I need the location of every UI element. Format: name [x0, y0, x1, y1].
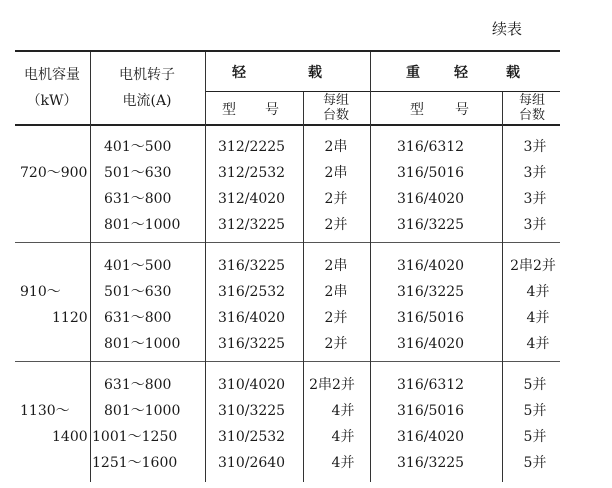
row-current: 1251～1600	[92, 455, 178, 471]
row-light-count: 2并	[324, 217, 348, 233]
row-light-model: 312/4020	[218, 191, 286, 207]
header-bottom-rule	[15, 124, 560, 126]
col-divider-capacity	[90, 52, 91, 482]
subheader-heavy-model-char2: 号	[455, 102, 469, 118]
row-current: 801～1000	[104, 336, 181, 352]
row-heavy-model: 316/3225	[397, 455, 465, 471]
row-light-model: 310/4020	[218, 377, 286, 393]
group-divider-1	[15, 242, 560, 243]
row-light-count: 4并	[331, 429, 355, 445]
row-heavy-count: 4并	[526, 336, 550, 352]
row-heavy-count: 4并	[526, 284, 550, 300]
row-light-model: 312/3225	[218, 217, 286, 233]
row-heavy-count: 5并	[523, 455, 547, 471]
subheader-heavy-count-line1: 每组	[518, 93, 546, 108]
subheader-heavy-model-char1: 型	[410, 102, 424, 118]
row-heavy-count: 3并	[523, 217, 547, 233]
row-current: 631～800	[104, 191, 172, 207]
row-current: 401～500	[104, 139, 172, 155]
header-heavy-char3: 载	[506, 65, 520, 81]
subheader-light-count-line1: 每组	[322, 93, 350, 108]
row-current: 501～630	[104, 284, 172, 300]
row-heavy-count: 3并	[523, 165, 547, 181]
row-heavy-model: 316/5016	[397, 310, 465, 326]
row-heavy-model: 316/3225	[397, 217, 465, 233]
col-divider-light-count	[303, 92, 304, 482]
col-divider-heavy-count	[502, 92, 503, 482]
row-heavy-model: 316/4020	[397, 336, 465, 352]
header-light-char1: 轻	[232, 65, 246, 81]
row-current: 801～1000	[104, 217, 181, 233]
row-light-model: 312/2225	[218, 139, 286, 155]
row-light-count: 2并	[324, 310, 348, 326]
group-divider-2	[15, 361, 560, 362]
row-heavy-count: 4并	[526, 310, 550, 326]
header-mid-rule	[205, 91, 560, 92]
subheader-heavy-count-line2: 台数	[518, 108, 546, 123]
row-current: 1001～1250	[92, 429, 178, 445]
row-heavy-model: 316/4020	[397, 258, 465, 274]
row-heavy-model: 316/5016	[397, 403, 465, 419]
row-light-count: 4并	[331, 455, 355, 471]
row-current: 631～800	[104, 310, 172, 326]
row-current: 631～800	[104, 377, 172, 393]
row-light-count: 2串	[324, 165, 348, 181]
row-heavy-count: 3并	[523, 139, 547, 155]
table-caption: 续表	[492, 20, 523, 38]
header-current-line2: 电流(A)	[122, 93, 172, 109]
col-divider-heavy	[370, 52, 371, 482]
row-heavy-model: 316/5016	[397, 165, 465, 181]
row-light-count: 2串2并	[309, 377, 355, 393]
row-heavy-model: 316/3225	[397, 284, 465, 300]
subheader-light-model-char1: 型	[222, 102, 236, 118]
row-light-model: 316/4020	[218, 310, 286, 326]
group-3-capacity-line1: 1130～	[20, 403, 70, 419]
group-2-capacity-line2: 1120	[52, 310, 88, 326]
subheader-light-model-char2: 号	[265, 102, 279, 118]
row-light-model: 316/2532	[218, 284, 286, 300]
row-heavy-model: 316/6312	[397, 377, 465, 393]
row-light-model: 316/3225	[218, 258, 286, 274]
row-heavy-count: 3并	[523, 191, 547, 207]
row-current: 501～630	[104, 165, 172, 181]
header-heavy-char1: 重	[406, 65, 420, 81]
row-light-count: 4并	[331, 403, 355, 419]
row-light-model: 310/3225	[218, 403, 286, 419]
row-light-model: 316/3225	[218, 336, 286, 352]
col-divider-current	[205, 52, 206, 482]
header-capacity-line2: （kW）	[26, 93, 78, 109]
row-light-count: 2串	[324, 258, 348, 274]
group-3-capacity-line2: 1400	[52, 429, 88, 445]
row-light-count: 2并	[324, 336, 348, 352]
group-2-capacity-line1: 910～	[20, 284, 61, 300]
header-heavy-char2: 轻	[454, 65, 468, 81]
row-light-count: 2串	[324, 284, 348, 300]
row-heavy-count: 2串2并	[510, 258, 556, 274]
row-heavy-model: 316/6312	[397, 139, 465, 155]
row-heavy-count: 5并	[523, 377, 547, 393]
row-heavy-model: 316/4020	[397, 429, 465, 445]
top-rule	[15, 50, 560, 52]
row-heavy-model: 316/4020	[397, 191, 465, 207]
row-current: 801～1000	[104, 403, 181, 419]
row-light-count: 2并	[324, 191, 348, 207]
group-1-capacity: 720～900	[20, 165, 88, 181]
row-light-model: 310/2640	[218, 455, 286, 471]
header-capacity-line1: 电机容量	[24, 67, 80, 83]
row-current: 401～500	[104, 258, 172, 274]
row-light-model: 312/2532	[218, 165, 286, 181]
header-current-line1: 电机转子	[119, 67, 175, 83]
row-heavy-count: 5并	[523, 403, 547, 419]
row-light-count: 2串	[324, 139, 348, 155]
row-heavy-count: 5并	[523, 429, 547, 445]
header-light-char2: 载	[308, 65, 322, 81]
row-light-model: 310/2532	[218, 429, 286, 445]
subheader-light-count-line2: 台数	[322, 108, 350, 123]
